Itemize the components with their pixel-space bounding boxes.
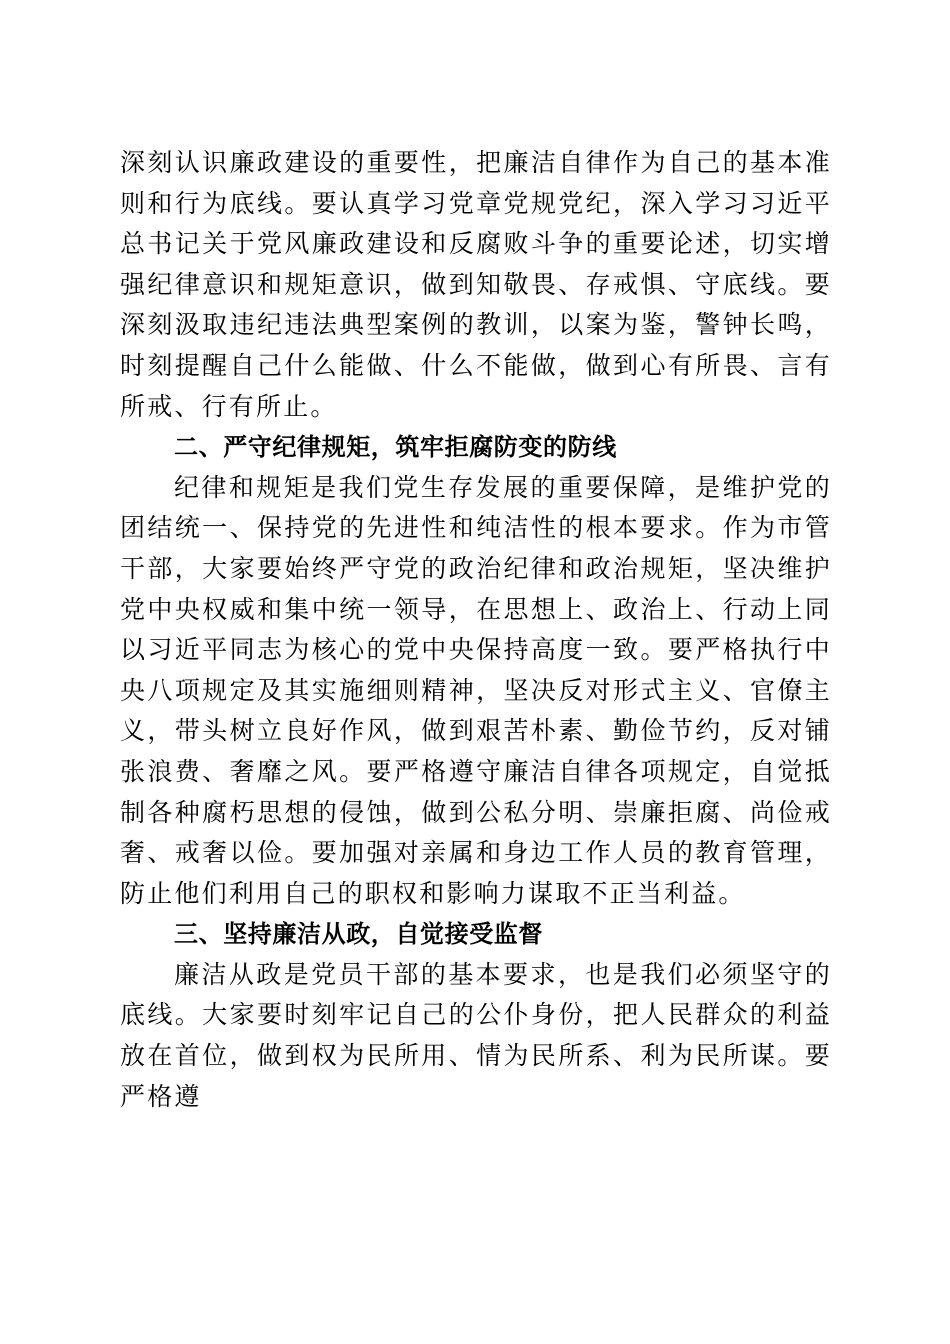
paragraph-discipline: 纪律和规矩是我们党生存发展的重要保障，是维护党的团结统一、保持党的先进性和纯洁性的根本要求。作为市管干部，大家要始终严守党的政治纪律和政治规矩，坚决维护党中央权威和集中统一领导，在思想上、政治上、行动上同以习近平同志为核心的党中央保持高度一致。要严格执行中央八项规定及其实施细则精神，坚决反对形式主义、官僚主义，带头树立良好作风，做到艰苦朴素、勤俭节约，反对铺张浪费、奢靡之风。要严格遵守廉洁自律各项规定，自觉抵制各种腐朽思想的侵蚀，做到公私分明、崇廉拒腐、尚俭戒奢、戒奢以俭。要加强对亲属和身边工作人员的教育管理，防止他们利用自己的职权和影响力谋取不正当利益。	[120, 472, 832, 908]
document-body	[120, 143, 832, 1117]
paragraph-integrity: 廉洁从政是党员干部的基本要求，也是我们必须坚守的底线。大家要时刻牢记自己的公仆身份，把人民群众的利益放在首位，做到权为民所用、情为民所系、利为民所谋。要严格遵	[120, 959, 832, 1111]
section-heading-two: 二、严守纪律规矩，筑牢拒腐防变的防线	[174, 433, 617, 462]
section-heading-three: 三、坚持廉洁从政，自觉接受监督	[174, 920, 543, 949]
paragraph-continuation: 深刻认识廉政建设的重要性，把廉洁自律作为自己的基本准则和行为底线。要认真学习党章党规党纪，深入学习习近平总书记关于党风廉政建设和反腐败斗争的重要论述，切实增强纪律意识和规矩意识，做到知敬畏、存戒惧、守底线。要深刻汲取违纪违法典型案例的教训，以案为鉴，警钟长鸣，时刻提醒自己什么能做、什么不能做，做到心有所畏、言有所戒、行有所止。	[120, 148, 832, 421]
